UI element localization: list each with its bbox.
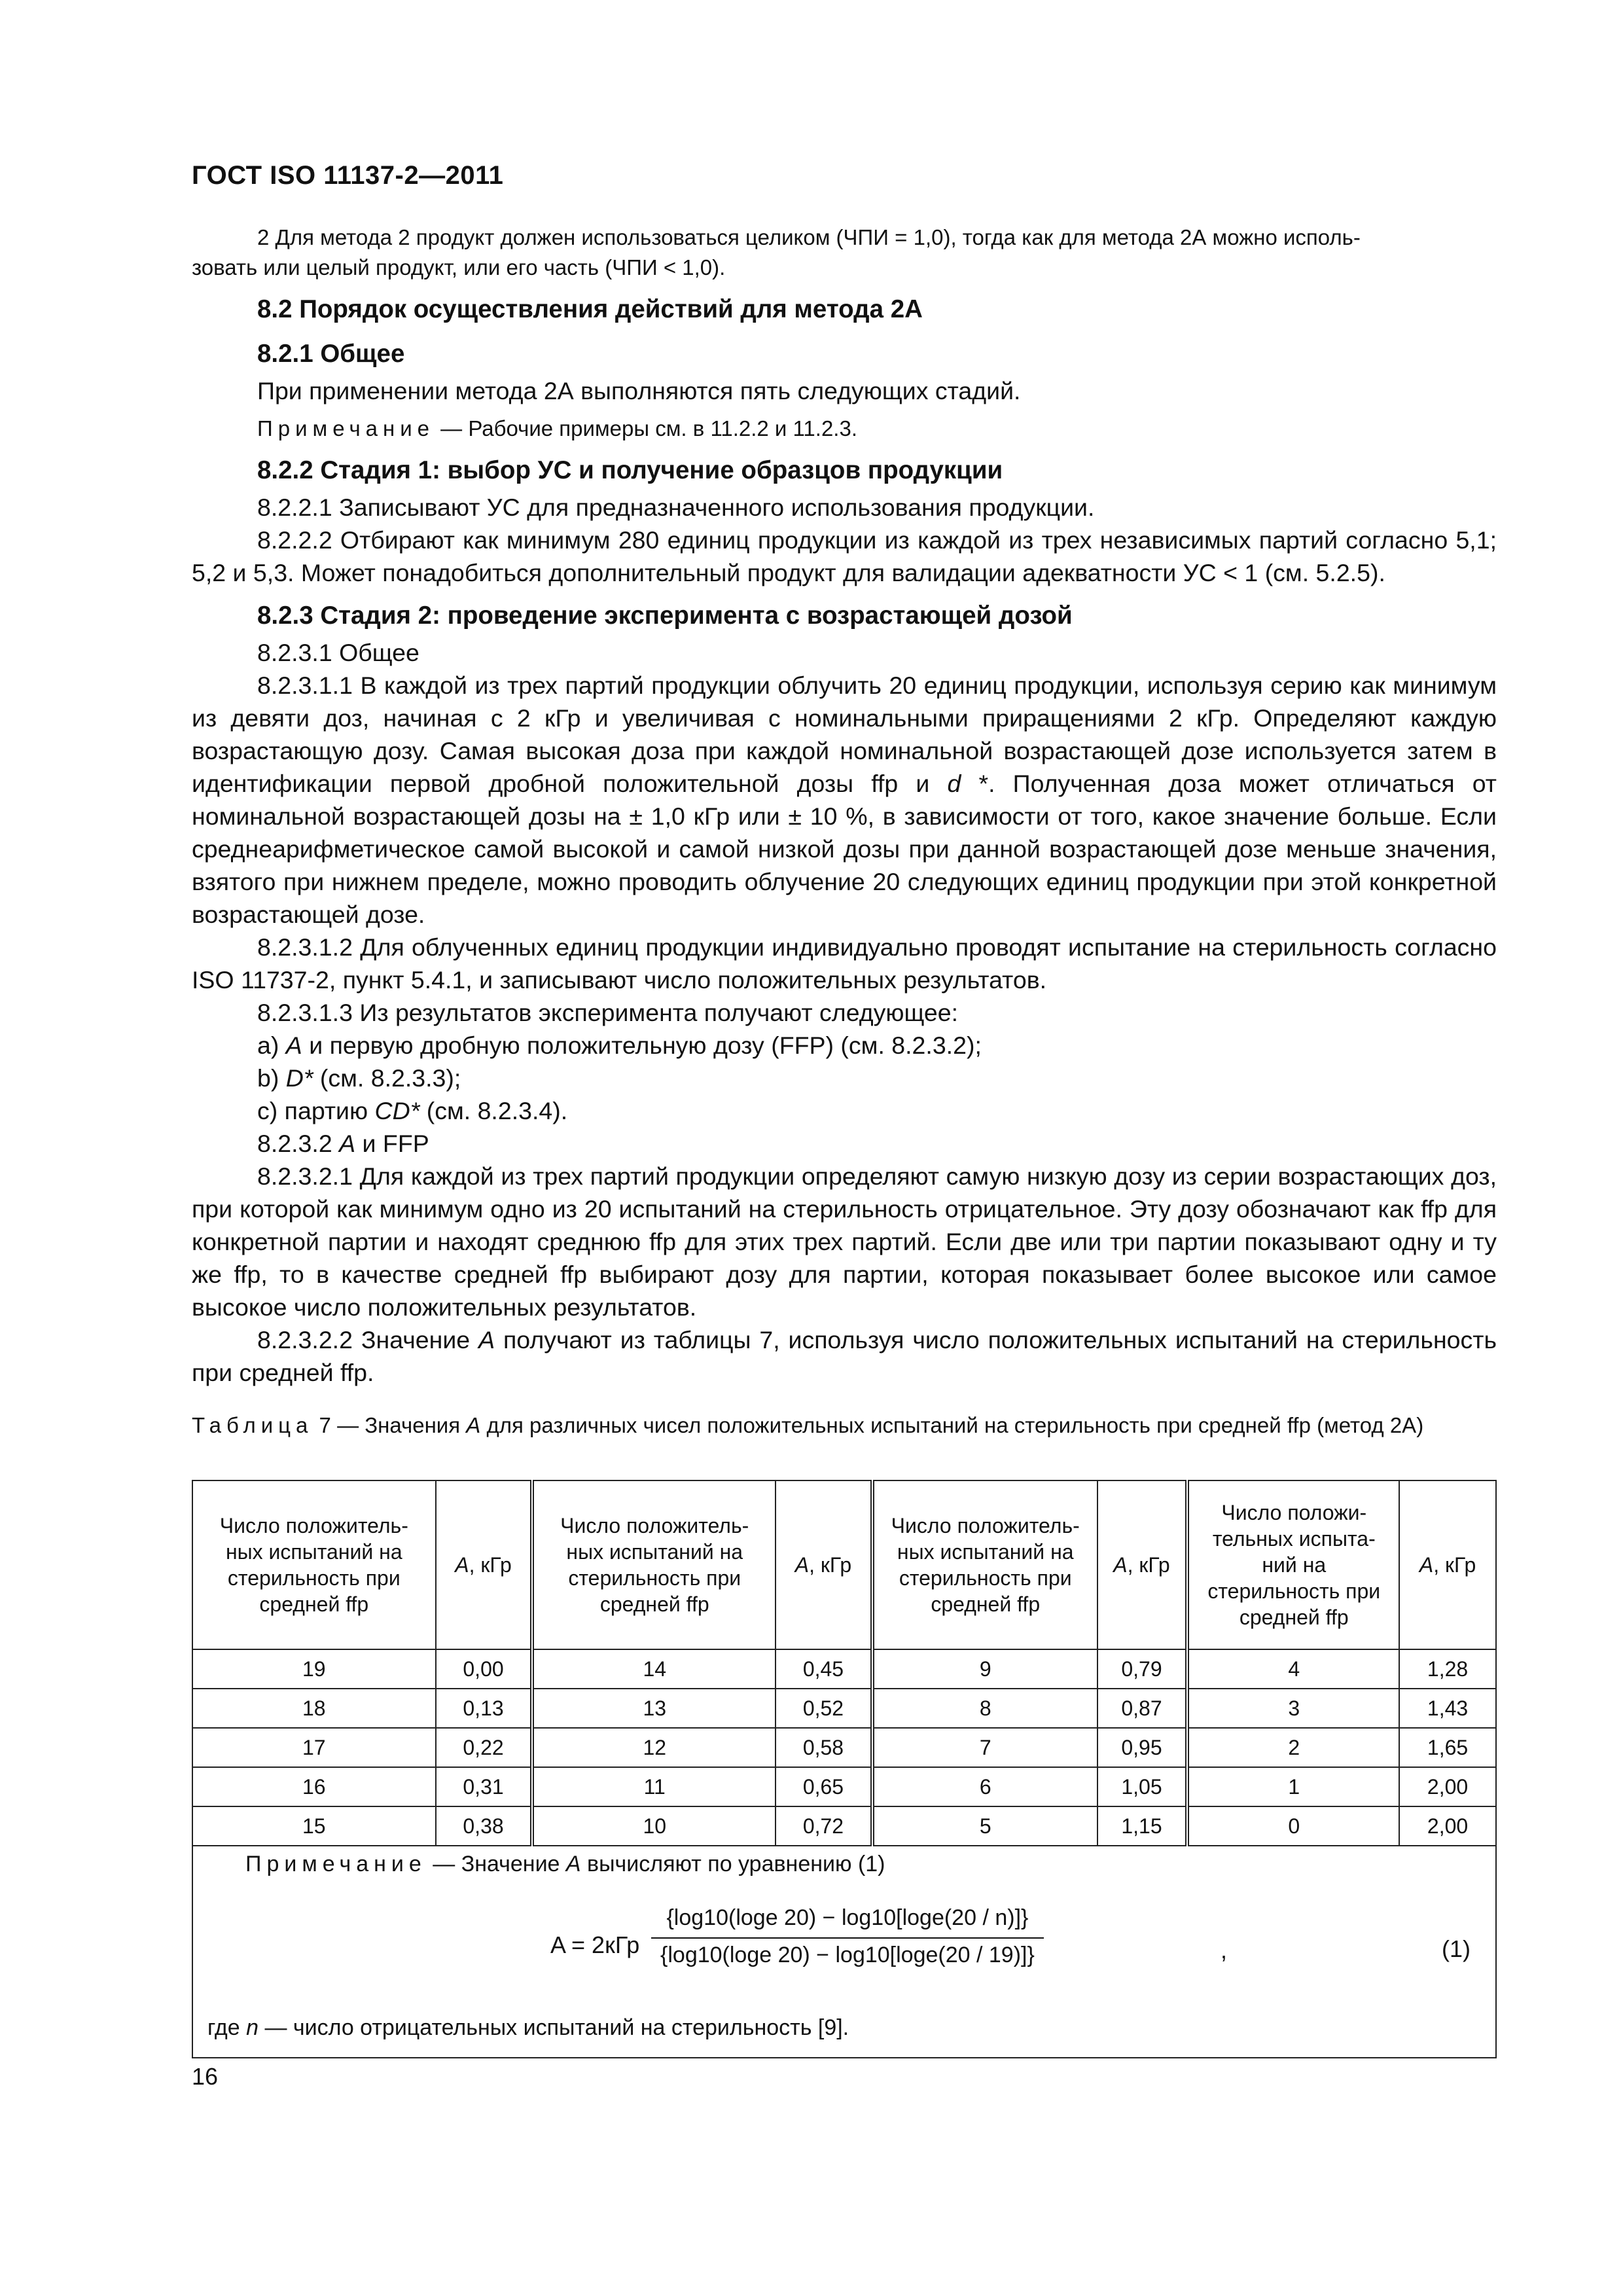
table-cell-count: 16: [192, 1767, 436, 1806]
header-text: Число положитель- ных испытаний на стерильность при средней ffp: [560, 1514, 749, 1616]
table-7-caption: [192, 1410, 1497, 1441]
table-cell-count: 13: [532, 1689, 776, 1728]
table-cell-count: 8: [872, 1689, 1097, 1728]
list-text: и первую дробную положительную дозу (FFP) (см. 8.2.3.2);: [302, 1031, 982, 1059]
table-note: [245, 1852, 885, 1877]
unit: , кГр: [469, 1553, 512, 1577]
symbol-a: А: [478, 1326, 495, 1354]
table-cell-count: 19: [192, 1649, 436, 1689]
caption-label: Таблица: [192, 1413, 313, 1437]
table-cell-count: 0: [1187, 1806, 1399, 1846]
equation-1: [193, 1901, 1495, 1986]
table-header-row: [192, 1480, 1496, 1649]
table-cell-a-value: 0,87: [1097, 1689, 1188, 1728]
equation-lhs: A = 2кГр: [550, 1931, 640, 1958]
table-cell-a-value: 2,00: [1399, 1767, 1496, 1806]
table-cell-a-value: 0,95: [1097, 1728, 1188, 1767]
table-cell-a-value: 0,58: [776, 1728, 872, 1767]
note-text: — Значение: [426, 1852, 566, 1876]
paragraph-8-2-3-1-2: 8.2.3.1.2 Для облученных единиц продукции индивидуально проводят испытание на стерильность согласно ISO 11737-2, пункт 5.4.1, и записывают число положительных результатов.: [192, 933, 1497, 994]
symbol-a: А: [1419, 1553, 1434, 1577]
paragraph-8-2-3-2: [192, 1127, 1497, 1160]
paragraph-8-2-1: При применении метода 2А выполняются пять следующих стадий.: [257, 377, 1021, 404]
heading-8-2-2: 8.2.2 Стадия 1: выбор УС и получение образцов продукции: [257, 456, 1003, 484]
symbol-n: n: [246, 2015, 259, 2040]
table-cell-a-value: 0,79: [1097, 1649, 1188, 1689]
table-cell-a-value: 1,28: [1399, 1649, 1496, 1689]
document-body: [192, 223, 1497, 1389]
table-cell-a-value: 0,52: [776, 1689, 872, 1728]
table-cell-count: 4: [1187, 1649, 1399, 1689]
unit: , кГр: [1127, 1553, 1170, 1577]
table-cell-count: 6: [872, 1767, 1097, 1806]
page-number: 16: [192, 2063, 219, 2090]
table-cell-a-value: 0,22: [436, 1728, 533, 1767]
table-cell-a-value: 2,00: [1399, 1806, 1496, 1846]
table-cell-a-value: 0,45: [776, 1649, 872, 1689]
header-count-1: [192, 1480, 436, 1649]
table-note-row: [192, 1846, 1496, 2058]
symbol-a: А: [285, 1031, 302, 1059]
symbol-cd-star: CD*: [374, 1097, 420, 1124]
symbol-d: d: [947, 770, 961, 797]
list-marker: b): [257, 1064, 286, 1092]
equation-fraction: [651, 1901, 1044, 1968]
paragraph-text-cont: получают из таблицы 7, используя число положительных испытаний на стерильность при средней ffp.: [192, 1326, 1497, 1386]
where-text-cont: — число отрицательных испытаний на стерильность [9].: [259, 2015, 849, 2040]
table-cell-a-value: 0,65: [776, 1767, 872, 1806]
table-cell-a-value: 0,13: [436, 1689, 533, 1728]
table-row: [192, 1806, 1496, 1846]
table-cell-count: 17: [192, 1728, 436, 1767]
equation-numerator: {log10(loge 20) − log10[loge(20 / n)]}: [651, 1901, 1044, 1939]
paragraph-8-2-3-2-1: 8.2.3.2.1 Для каждой из трех партий продукции определяют самую низкую дозу из серии возрастающих доз, при которой как минимум одно из 20 испытаний на стерильность отрицательное. Эту дозу обозначают как ffp для конкретной партии и находят среднюю ffp для этих трех партий. Если две или три партии показывают одну и ту же ffp, то в качестве средней ffp выбирают дозу для партии, которая показывает более высокое или самое высокое число положительных результатов.: [192, 1162, 1497, 1321]
table-cell-a-value: 0,31: [436, 1767, 533, 1806]
paragraph-8-2-3-1-3: 8.2.3.1.3 Из результатов эксперимента получают следующее:: [257, 999, 959, 1026]
clause-title: и FFP: [355, 1130, 429, 1157]
note-2-line-1: 2 Для метода 2 продукт должен использоваться целиком (ЧПИ = 1,0), тогда как для метода 2А можно исполь-: [257, 225, 1361, 249]
unit: , кГр: [1433, 1553, 1476, 1577]
note-2-line-2: зовать или целый продукт, или его часть (ЧПИ < 1,0).: [192, 255, 726, 279]
symbol-a: А: [455, 1553, 469, 1577]
table-cell-count: 15: [192, 1806, 436, 1846]
equation-comma: ,: [1221, 1937, 1228, 1964]
header-count-3: [872, 1480, 1097, 1649]
paragraph-text-cont: *. Полученная доза может отличаться от номинальной возрастающей дозы на ± 1,0 кГр или ± 10 %, в зависимости от того, какое значение больше. Если среднеарифметическое самой высокой и самой низкой дозы при данной возрастающей дозе меньше значения, взятого при нижнем пределе, можно проводить облучение 20 следующих единиц продукции при этой конкретной возрастающей дозе.: [192, 770, 1497, 928]
paragraph-8-2-2-2: 8.2.2.2 Отбирают как минимум 280 единиц продукции из каждой из трех независимых партий согласно 5,1; 5,2 и 5,3. Может понадобиться дополнительный продукт для валидации адекватности УС < 1 (см. 5.2.5).: [192, 526, 1497, 586]
table-cell-count: 5: [872, 1806, 1097, 1846]
table-cell-count: 11: [532, 1767, 776, 1806]
table-cell-count: 18: [192, 1689, 436, 1728]
document-header: ГОСТ ISO 11137-2—2011: [192, 161, 504, 190]
equation-denominator: {log10(loge 20) − log10[loge(20 / 19)]}: [660, 1943, 1035, 1967]
header-a-4: [1399, 1480, 1496, 1649]
equation-where: [207, 2015, 849, 2041]
list-item-a: [192, 1029, 1497, 1062]
table-cell-count: 9: [872, 1649, 1097, 1689]
symbol-a: А: [466, 1413, 481, 1437]
where-text: где: [207, 2015, 247, 2040]
table-cell-count: 12: [532, 1728, 776, 1767]
symbol-a: А: [565, 1852, 581, 1876]
table-cell-a-value: 0,00: [436, 1649, 533, 1689]
table-note-cell: [192, 1846, 1496, 2058]
table-row: [192, 1728, 1496, 1767]
header-text: Число положи- тельных испыта- ний на стерильность при средней ffp: [1207, 1501, 1381, 1629]
table-row: [192, 1767, 1496, 1806]
paragraph-text: 8.2.3.2.2 Значение: [257, 1326, 479, 1354]
paragraph-8-2-3-1: 8.2.3.1 Общее: [257, 639, 419, 666]
table-7: [192, 1480, 1497, 2058]
caption-text-cont: для различных чисел положительных испытаний на стерильность при средней ffp (метод 2А): [480, 1413, 1424, 1437]
list-text: (см. 8.2.3.3);: [313, 1064, 461, 1092]
table-cell-a-value: 1,43: [1399, 1689, 1496, 1728]
unit: , кГр: [809, 1553, 852, 1577]
clause-number: 8.2.3.2: [257, 1130, 340, 1157]
list-item-b: [192, 1062, 1497, 1094]
table-cell-count: 10: [532, 1806, 776, 1846]
note-text-cont: вычисляют по уравнению (1): [580, 1852, 885, 1876]
table-row: [192, 1689, 1496, 1728]
list-text: (см. 8.2.3.4).: [419, 1097, 568, 1124]
paragraph-8-2-3-2-2: [192, 1323, 1497, 1389]
list-marker: c) партию: [257, 1097, 375, 1124]
header-text: Число положитель- ных испытаний на стерильность при средней ffp: [891, 1514, 1080, 1616]
heading-8-2-3: 8.2.3 Стадия 2: проведение эксперимента с возрастающей дозой: [257, 601, 1073, 630]
symbol-d-star: D*: [285, 1064, 313, 1092]
table-cell-a-value: 1,05: [1097, 1767, 1188, 1806]
header-a-1: [436, 1480, 533, 1649]
table-row: [192, 1649, 1496, 1689]
table-cell-count: 2: [1187, 1728, 1399, 1767]
symbol-a: А: [1113, 1553, 1128, 1577]
table-cell-a-value: 0,72: [776, 1806, 872, 1846]
table-cell-a-value: 0,38: [436, 1806, 533, 1846]
note-text: — Рабочие примеры см. в 11.2.2 и 11.2.3.: [435, 416, 857, 440]
paragraph-8-2-3-1-1: [192, 669, 1497, 931]
note-8-2-1: [192, 414, 1497, 444]
header-a-3: [1097, 1480, 1188, 1649]
caption-text: 7 — Значения: [313, 1413, 467, 1437]
symbol-a: А: [339, 1130, 356, 1157]
paragraph-8-2-2-1: 8.2.2.1 Записывают УС для предназначенного использования продукции.: [257, 493, 1095, 521]
list-item-c: [192, 1094, 1497, 1127]
list-marker: a): [257, 1031, 286, 1059]
heading-8-2: 8.2 Порядок осуществления действий для метода 2А: [257, 295, 923, 323]
header-a-2: [776, 1480, 872, 1649]
table-cell-count: 3: [1187, 1689, 1399, 1728]
header-count-2: [532, 1480, 776, 1649]
table-cell-count: 7: [872, 1728, 1097, 1767]
note-label: Примечание: [257, 416, 435, 440]
table-cell-count: 14: [532, 1649, 776, 1689]
table-cell-count: 1: [1187, 1767, 1399, 1806]
note-label: Примечание: [245, 1852, 427, 1876]
paragraph-text: 8.2.3.1.1 В каждой из трех партий продукции облучить 20 единиц продукции, используя серию как минимум из девяти доз, начиная с 2 кГр и увеличивая с номинальными приращениями 2 кГр. Определяют каждую возрастающую дозу. Самая высокая доза при каждой номинальной возрастающей дозе используется затем в идентификации первой дробной положительной дозы ffp и: [192, 672, 1497, 797]
symbol-a: А: [794, 1553, 810, 1577]
heading-8-2-1: 8.2.1 Общее: [257, 340, 405, 368]
equation-number: (1): [1442, 1935, 1471, 1962]
table-cell-a-value: 1,65: [1399, 1728, 1496, 1767]
header-count-4: [1187, 1480, 1399, 1649]
header-text: Число положитель- ных испытаний на стерильность при средней ffp: [219, 1514, 408, 1616]
table-cell-a-value: 1,15: [1097, 1806, 1188, 1846]
